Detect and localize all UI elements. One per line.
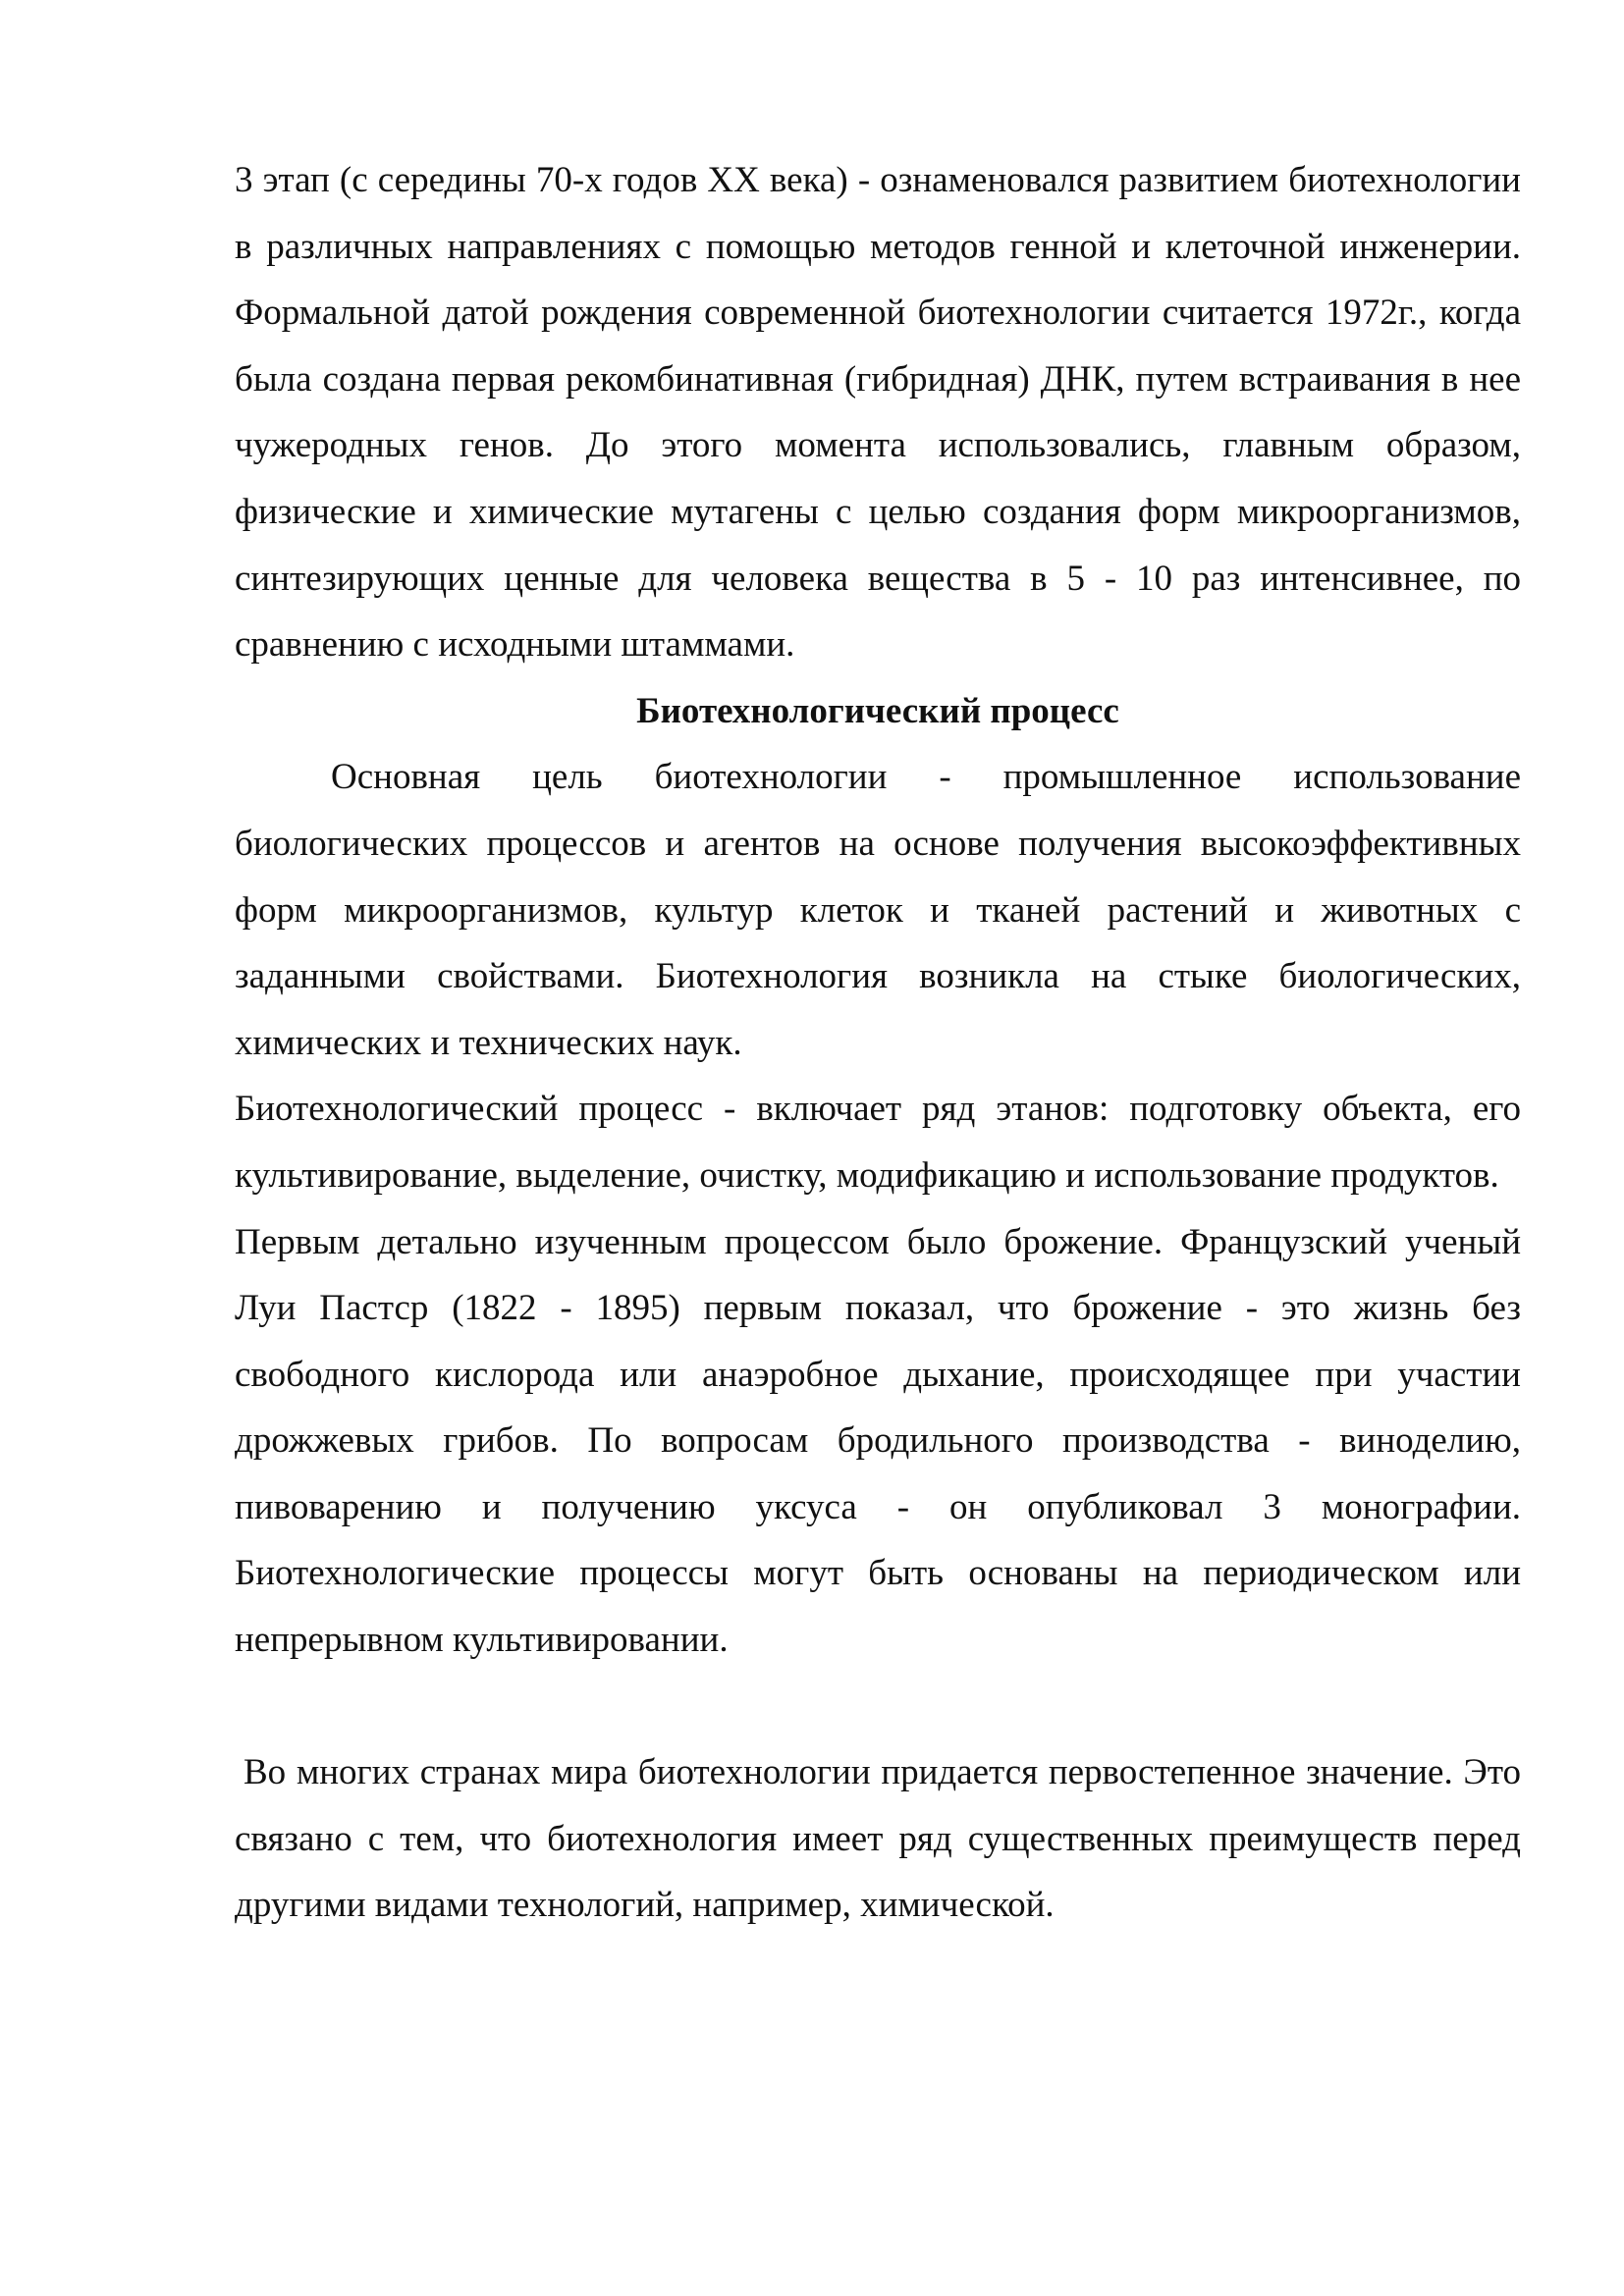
- paragraph-main-goal: Основная цель биотехнологии - промышленное использование биологических процессов и агентов на основе получения высокоэффективных форм микроорганизмов, культур клеток и тканей растений и животных с заданными свойствами. Биотехнология возникла на стыке биологических, химических и технических наук.: [235, 757, 1521, 1063]
- paragraph-fermentation: Первым детально изученным процессом было брожение. Французский ученый Луи Пастср (1822 - 1895) первым показал, что брожение - это жизнь без свободного кислорода или анаэробное дыхание, происходящее при участии дрожжевых грибов. По вопросам бродильного производства - виноделию, пивоварению и получению уксуса - он опубликовал 3 монографии. Биотехнологические процессы могут быть основаны на периодическом или непрерывном культивировании.: [235, 1221, 1521, 1661]
- paragraph-stage-3: 3 этап (с середины 70-х годов XX века) - ознаменовался развитием биотехнологии в различных направлениях с помощью методов генной и клеточной инженерии. Формальной датой рождения современной биотехнологии считается 1972г., когда была создана первая рекомбинативная (гибридная) ДНК, путем встраивания в нее чужеродных генов. До этого момента использовались, главным образом, физические и химические мутагены с целью создания форм микроорганизмов, синтезирующих ценные для человека вещества в 5 - 10 раз интенсивнее, по сравнению с исходными штаммами.: [235, 160, 1521, 666]
- paragraph-importance: Во многих странах мира биотехнологии придается первостепенное значение. Это связано с тем, что биотехнология имеет ряд существенных преимуществ перед другими видами технологий, например, химической.: [235, 1752, 1521, 1926]
- blank-line: [235, 1674, 1521, 1740]
- document-page: [235, 147, 1521, 1939]
- paragraph-process-stages: Биотехнологический процесс - включает ряд этанов: подготовку объекта, его культивирование, выделение, очистку, модификацию и использование продуктов.: [235, 1089, 1521, 1196]
- section-heading: Биотехнологический процесс: [636, 690, 1119, 731]
